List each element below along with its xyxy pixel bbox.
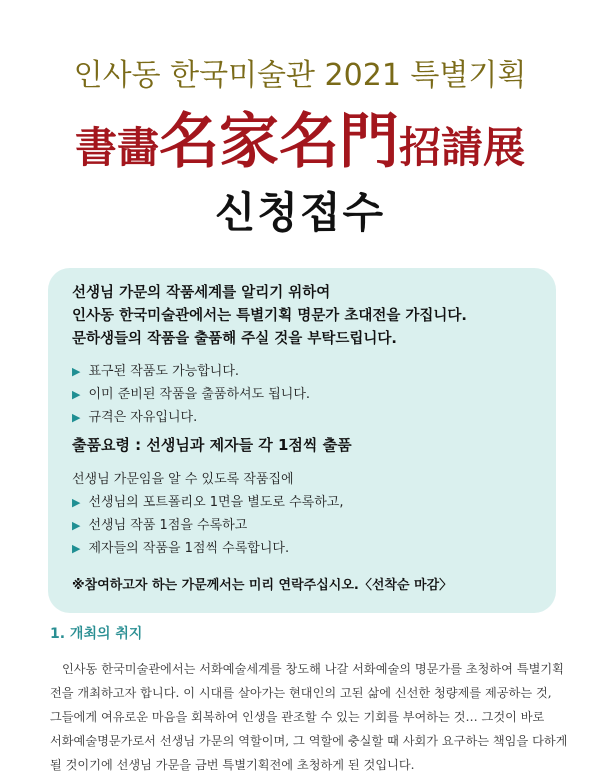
title-part-invitation: 招請展 [399, 123, 526, 172]
intro-line: 문하생들의 작품을 출품해 주실 것을 부탁드립니다. [72, 331, 397, 347]
list-item: ▶ 선생님 작품 1점을 수록하고 [72, 514, 542, 537]
bullet-list-1 [72, 360, 542, 429]
body-line: 그들에게 여유로운 마음을 회복하여 인생을 관조할 수 있는 기회를 부여하는 것… 그것이 바로 [50, 710, 545, 724]
exhibition-title [0, 107, 600, 189]
intro-text [72, 282, 542, 351]
triangle-right-icon: ▶ [72, 365, 81, 378]
section-body [50, 657, 568, 777]
title-part-famous-families: 名家名門 [159, 107, 399, 177]
body-line: 인사동 한국미술관에서는 서화예술세계를 창도해 나갈 서화예술의 명문가를 초청하여 특별기획 [62, 662, 564, 676]
triangle-right-icon: ▶ [72, 496, 81, 509]
list-item: ▶ 규격은 자유입니다. [72, 406, 542, 429]
title-part-calligraphy: 書畵 [74, 123, 159, 172]
bullet-list-2 [72, 491, 542, 560]
list-item: ▶ 선생님의 포트폴리오 1면을 별도로 수록하고, [72, 491, 542, 514]
body-line: 전을 개최하고자 합니다. 이 시대를 살아가는 현대인의 고된 삶에 신선한 청량제를 제공하는 것, [50, 686, 552, 700]
page-heading: 신청접수 [214, 188, 386, 237]
participation-note: ※참여하고자 하는 가문께서는 미리 연락주십시오.〈선착순 마감〉 [72, 578, 453, 593]
submission-requirements: 출품요령 : 선생님과 제자들 각 1점씩 출품 [72, 436, 352, 454]
body-line: 서화예술명문가로서 선생님 가문의 역할이며, 그 역할에 충실할 때 사회가 요구하는 책임을 다하게 [50, 734, 568, 748]
body-line: 될 것이기에 선생님 가문을 금번 특별기획전에 초청하게 된 것입니다. [50, 758, 415, 772]
list-item: ▶ 표구된 작품도 가능합니다. [72, 360, 542, 383]
event-subtitle: 인사동 한국미술관 2021 특별기획 [73, 58, 527, 93]
triangle-right-icon: ▶ [72, 411, 81, 424]
list-item: ▶ 이미 준비된 작품을 출품하셔도 됩니다. [72, 383, 542, 406]
portfolio-paragraph: 선생님 가문임을 알 수 있도록 작품집에 [72, 472, 294, 487]
triangle-right-icon: ▶ [72, 542, 81, 555]
triangle-right-icon: ▶ [72, 388, 81, 401]
intro-line: 선생님 가문의 작품세계를 알리기 위하여 [72, 285, 331, 301]
triangle-right-icon: ▶ [72, 519, 81, 532]
list-item: ▶ 제자들의 작품을 1점씩 수록합니다. [72, 537, 542, 560]
intro-line: 인사동 한국미술관에서는 특별기획 명문가 초대전을 가집니다. [72, 308, 467, 324]
section-title: 1. 개최의 취지 [50, 626, 143, 642]
